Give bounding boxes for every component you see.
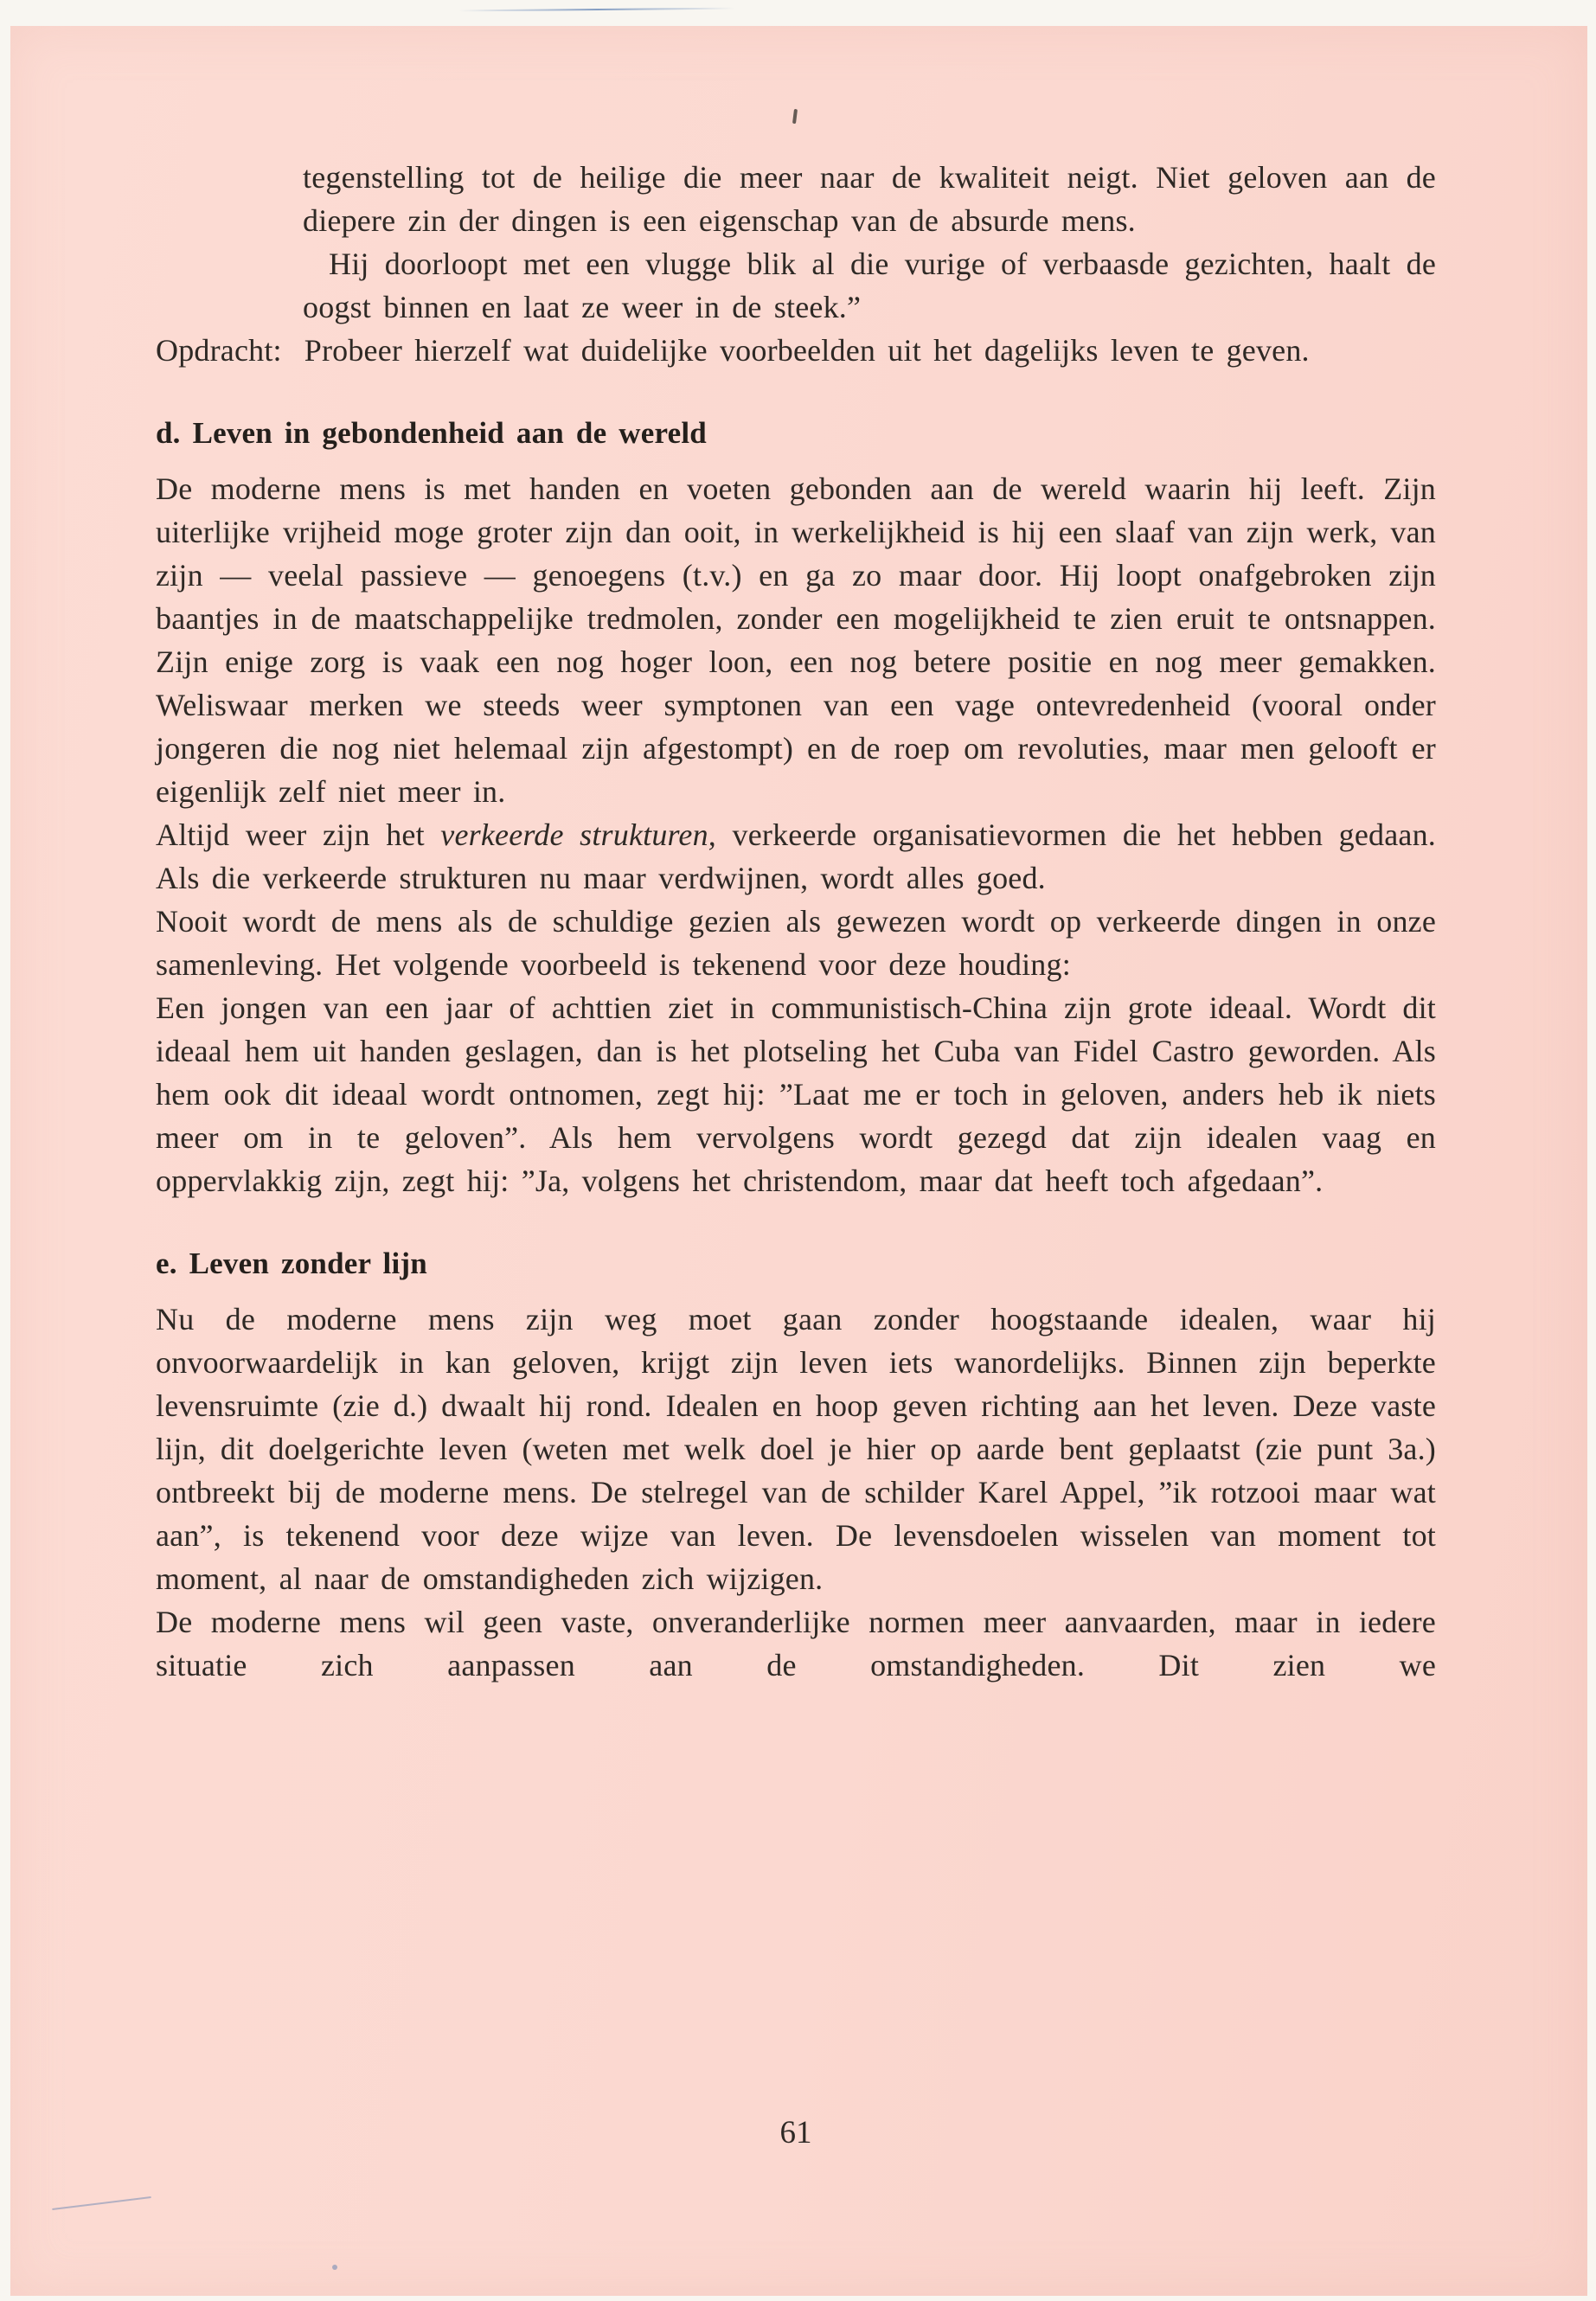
quote-block <box>303 156 1436 329</box>
assignment-text: Probeer hierzelf wat duidelijke voorbeelden uit het dagelijks leven te geven. <box>304 333 1310 368</box>
paragraph <box>156 813 1436 900</box>
italic-phrase: verkeerde strukturen, <box>440 817 717 852</box>
scan-artifact-line-bottom <box>52 2196 151 2210</box>
paragraph: Een jongen van een jaar of achttien ziet in communistisch-China zijn grote ideaal. Wordt dit ideaal hem uit handen geslagen, dan is het plotseling het Cuba van Fidel Castro geworden. Als hem ook dit ideaal wordt ontnomen, zegt hij: ”Laat me er toch in geloven, anders heb ik niets meer om in te geloven”. Als hem vervolgens wordt gezegd dat zijn idealen vaag en oppervlakkig zijn, zegt hij: ”Ja, volgens het christendom, maar dat heeft toch afgedaan”. <box>156 990 1436 1198</box>
paragraph: De moderne mens wil geen vaste, onveranderlijke normen meer aanvaarden, maar in iedere situatie zich aanpassen aan de omstandigheden. Dit zien we <box>156 1605 1436 1682</box>
scanned-book-page <box>10 26 1587 2296</box>
paragraph: De moderne mens is met handen en voeten gebonden aan de wereld waarin hij leeft. Zijn uiterlijke vrijheid moge groter zijn dan ooit, in werkelijkheid is hij een slaaf van zijn werk, van zijn — veelal passieve — genoegens (t.v.) en ga zo maar door. Hij loopt onafgebroken zijn baantjes in de maatschappelijke tredmolen, zonder een mogelijkheid te zien eruit te ontsnappen. Zijn enige zorg is vaak een nog hoger loon, een nog betere positie en nog meer gemakken. Weliswaar merken we steeds weer symptonen van een vage ontevredenheid (vooral onder jongeren die nog niet helemaal zijn afgestompt) en de roep om revoluties, maar men gelooft er eigenlijk zelf niet meer in. <box>156 471 1436 809</box>
scan-artifact-dot-bottom <box>332 2265 337 2270</box>
section-heading-d: d. Leven in gebondenheid aan de wereld <box>156 416 707 450</box>
page-number: 61 <box>779 2115 812 2150</box>
section-heading-e: e. Leven zonder lijn <box>156 1247 427 1280</box>
scan-artifact-speck <box>792 109 798 124</box>
assignment-label: Opdracht: <box>156 333 282 368</box>
quote-paragraph: tegenstelling tot de heilige die meer naar de kwaliteit neigt. Niet geloven aan de diepere zin der dingen is een eigenschap van de absurde mens. <box>303 160 1436 238</box>
quote-paragraph: Hij doorloopt met een vlugge blik al die vurige of verbaasde gezichten, haalt de oogst binnen en laat ze weer in de steek.” <box>303 247 1436 324</box>
paragraph-segment: verkeerde organisatievormen die het hebben gedaan. Als die verkeerde strukturen nu maar verdwijnen, wordt alles goed. <box>156 817 1436 895</box>
scan-artifact-line-top <box>458 8 735 12</box>
assignment-paragraph <box>156 329 1436 372</box>
paragraph-segment: Altijd weer zijn het <box>156 817 441 852</box>
paragraph: Nu de moderne mens zijn weg moet gaan zonder hoogstaande idealen, waar hij onvoorwaardelijk in kan geloven, krijgt zijn leven iets wanordelijks. Binnen zijn beperkte levensruimte (zie d.) dwaalt hij rond. Idealen en hoop geven richting aan het leven. Deze vaste lijn, dit doelgerichte leven (weten met welk doel je hier op aarde bent geplaatst (zie punt 3a.) ontbreekt bij de moderne mens. De stelregel van de schilder Karel Appel, ”ik rotzooi maar wat aan”, is tekenend voor deze wijze van leven. De levensdoelen wisselen van moment tot moment, al naar de omstandigheden zich wijzigen. <box>156 1302 1436 1596</box>
text-block <box>156 156 1436 1687</box>
paragraph: Nooit wordt de mens als de schuldige gezien als gewezen wordt op verkeerde dingen in onze samenleving. Het volgende voorbeeld is tekenend voor deze houding: <box>156 904 1436 982</box>
